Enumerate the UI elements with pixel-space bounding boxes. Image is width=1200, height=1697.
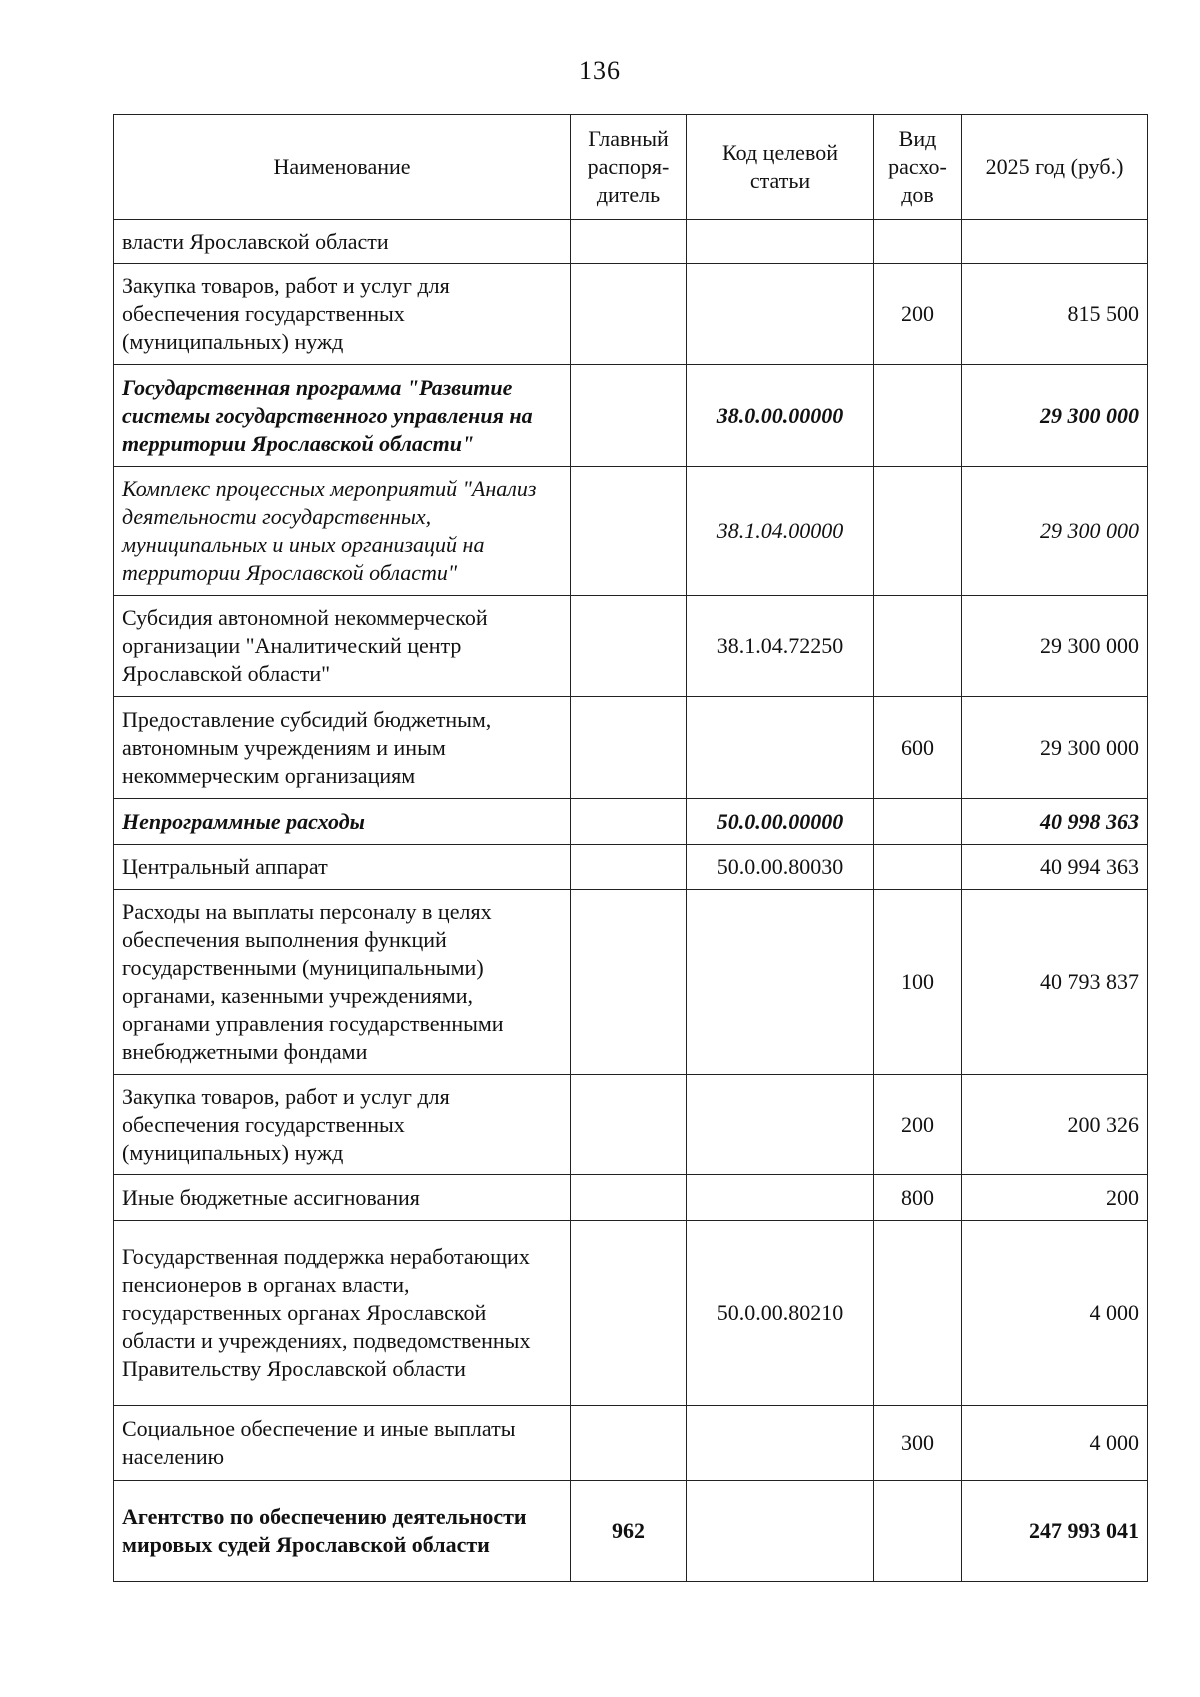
row-type <box>874 365 962 467</box>
row-name: Агентство по обеспечению деятельности мировых судей Ярославской области <box>114 1481 571 1582</box>
row-code: 50.0.00.80210 <box>687 1221 874 1406</box>
row-code <box>687 1481 874 1582</box>
row-manager: 962 <box>571 1481 687 1582</box>
row-amount: 29 300 000 <box>962 467 1148 596</box>
row-name: Расходы на выплаты персоналу в целях обеспечения выполнения функций государственными (муниципальными) органами, казенными учреждениями, органами управления государственными внебюджетными фондами <box>114 890 571 1075</box>
row-amount: 29 300 000 <box>962 365 1148 467</box>
row-manager <box>571 799 687 845</box>
row-manager <box>571 220 687 264</box>
row-name: Государственная программа "Развитие системы государственного управления на территории Ярославской области" <box>114 365 571 467</box>
table-row <box>114 467 1148 596</box>
row-amount: 247 993 041 <box>962 1481 1148 1582</box>
table-row <box>114 1075 1148 1175</box>
row-amount: 40 793 837 <box>962 890 1148 1075</box>
table-row <box>114 799 1148 845</box>
row-manager <box>571 365 687 467</box>
row-manager <box>571 1175 687 1221</box>
row-type: 800 <box>874 1175 962 1221</box>
table-row <box>114 890 1148 1075</box>
table-row <box>114 1175 1148 1221</box>
row-type <box>874 596 962 697</box>
page-number: 136 <box>579 56 621 85</box>
row-code <box>687 1175 874 1221</box>
row-amount: 29 300 000 <box>962 697 1148 799</box>
row-type <box>874 799 962 845</box>
row-code: 38.0.00.00000 <box>687 365 874 467</box>
row-name: Иные бюджетные ассигнования <box>114 1175 571 1221</box>
row-amount <box>962 220 1148 264</box>
header-amount: 2025 год (руб.) <box>962 115 1148 220</box>
row-amount: 40 998 363 <box>962 799 1148 845</box>
row-amount: 29 300 000 <box>962 596 1148 697</box>
row-type <box>874 1481 962 1582</box>
row-code <box>687 697 874 799</box>
row-code <box>687 890 874 1075</box>
row-amount: 40 994 363 <box>962 845 1148 890</box>
row-type <box>874 467 962 596</box>
row-name: Центральный аппарат <box>114 845 571 890</box>
table-row <box>114 697 1148 799</box>
row-code <box>687 264 874 365</box>
row-type <box>874 220 962 264</box>
row-manager <box>571 1075 687 1175</box>
row-type: 100 <box>874 890 962 1075</box>
row-manager <box>571 1406 687 1481</box>
row-type: 200 <box>874 264 962 365</box>
row-code: 38.1.04.00000 <box>687 467 874 596</box>
header-code: Код целевой статьи <box>687 115 874 220</box>
row-manager <box>571 890 687 1075</box>
row-code <box>687 220 874 264</box>
row-amount: 200 326 <box>962 1075 1148 1175</box>
row-name: власти Ярославской области <box>114 220 571 264</box>
row-type: 600 <box>874 697 962 799</box>
row-type: 300 <box>874 1406 962 1481</box>
table-row <box>114 365 1148 467</box>
row-name: Непрограммные расходы <box>114 799 571 845</box>
table-row <box>114 1406 1148 1481</box>
header-manager: Главный распоря-дитель <box>571 115 687 220</box>
row-name: Субсидия автономной некоммерческой организации "Аналитический центр Ярославской области" <box>114 596 571 697</box>
row-code: 50.0.00.80030 <box>687 845 874 890</box>
row-manager <box>571 697 687 799</box>
row-type: 200 <box>874 1075 962 1175</box>
row-name: Комплекс процессных мероприятий "Анализ деятельности государственных, муниципальных и иных организаций на территории Ярославской области" <box>114 467 571 596</box>
header-type: Вид расхо-дов <box>874 115 962 220</box>
table-row <box>114 264 1148 365</box>
row-type <box>874 845 962 890</box>
row-amount: 4 000 <box>962 1221 1148 1406</box>
header-name: Наименование <box>114 115 571 220</box>
row-name: Государственная поддержка неработающих пенсионеров в органах власти, государственных органах Ярославской области и учреждениях, подведомственных Правительству Ярославской области <box>114 1221 571 1406</box>
table-row <box>114 596 1148 697</box>
row-name: Предоставление субсидий бюджетным, автономным учреждениям и иным некоммерческим организациям <box>114 697 571 799</box>
row-type <box>874 1221 962 1406</box>
row-manager <box>571 596 687 697</box>
row-amount: 815 500 <box>962 264 1148 365</box>
table-header-row <box>114 115 1148 220</box>
row-name: Закупка товаров, работ и услуг для обеспечения государственных (муниципальных) нужд <box>114 264 571 365</box>
row-manager <box>571 467 687 596</box>
table-row <box>114 220 1148 264</box>
row-code <box>687 1406 874 1481</box>
budget-table <box>113 114 1148 1582</box>
row-name: Социальное обеспечение и иные выплаты населению <box>114 1406 571 1481</box>
table-row <box>114 845 1148 890</box>
row-manager <box>571 264 687 365</box>
row-manager <box>571 845 687 890</box>
row-amount: 4 000 <box>962 1406 1148 1481</box>
row-amount: 200 <box>962 1175 1148 1221</box>
table-row <box>114 1481 1148 1582</box>
row-code: 38.1.04.72250 <box>687 596 874 697</box>
row-code <box>687 1075 874 1175</box>
table-row <box>114 1221 1148 1406</box>
row-name: Закупка товаров, работ и услуг для обеспечения государственных (муниципальных) нужд <box>114 1075 571 1175</box>
row-code: 50.0.00.00000 <box>687 799 874 845</box>
row-manager <box>571 1221 687 1406</box>
